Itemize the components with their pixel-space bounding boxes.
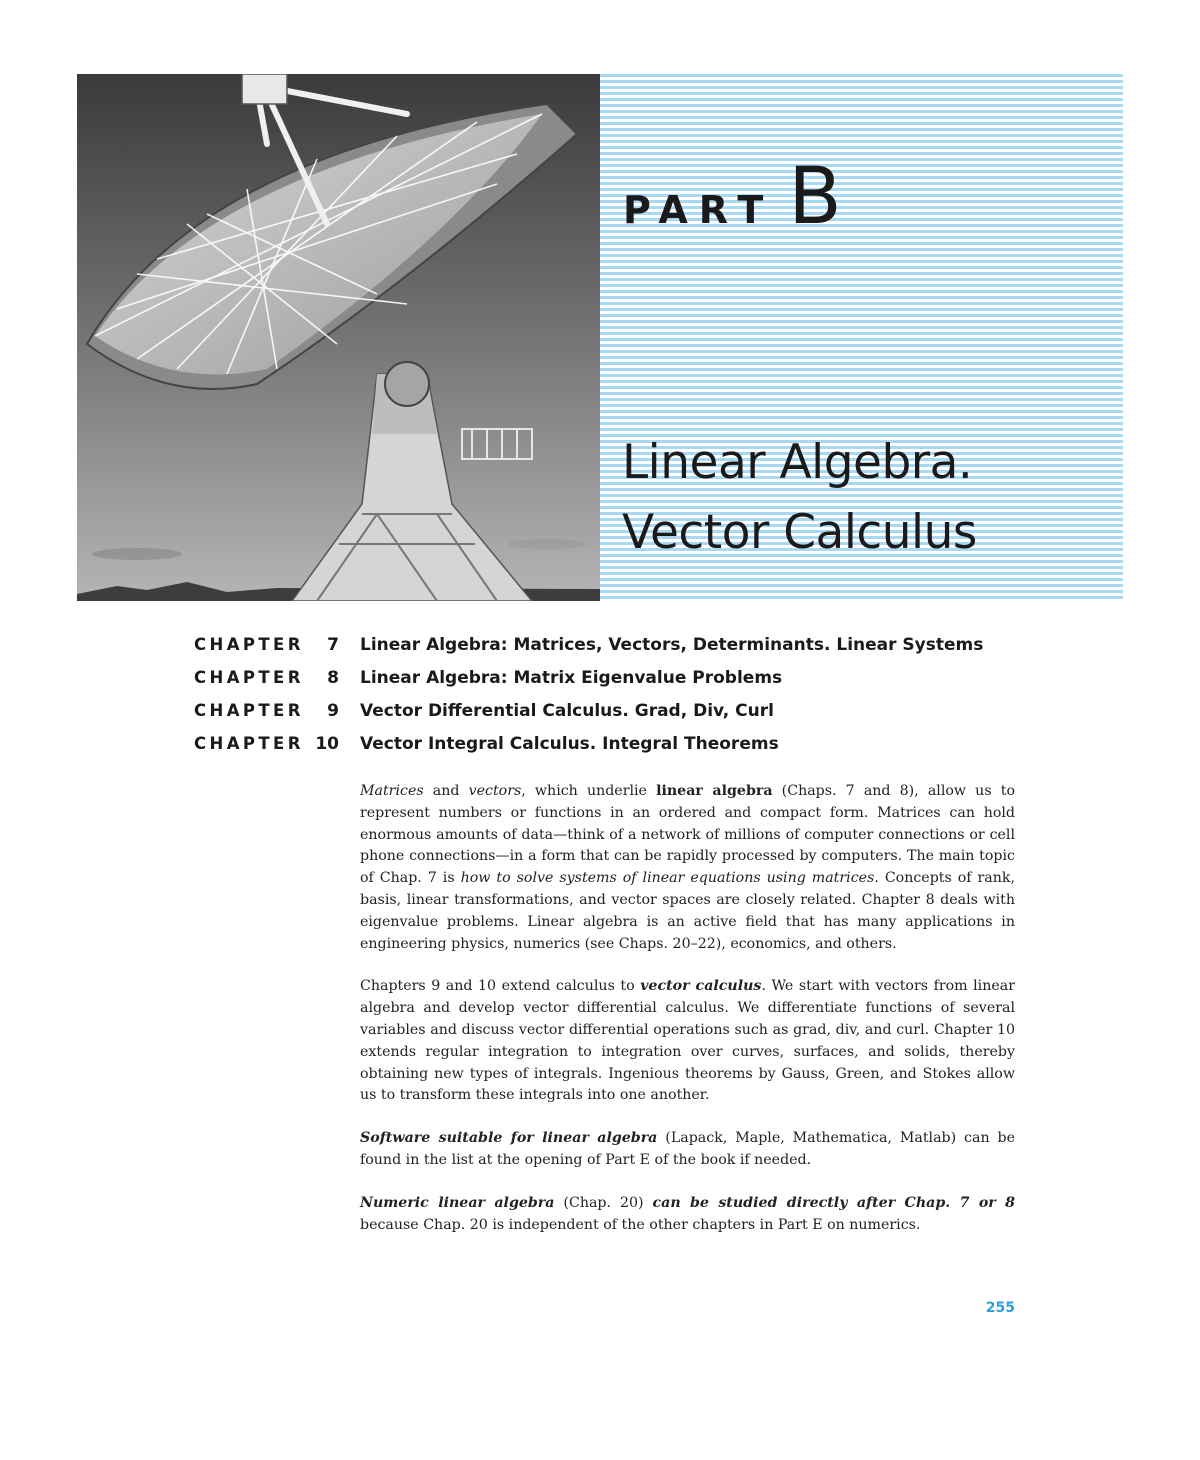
- chapter-row: [194, 668, 1054, 701]
- chapter-row: [194, 701, 1054, 734]
- text-run: (Lapack, Maple, Mathematica, Matlab) can be found in the list at the opening of Part E of the book if needed.: [360, 1130, 1015, 1168]
- term-vector-calculus: vector calculus: [640, 978, 762, 995]
- chapter-number: 8: [327, 668, 339, 688]
- radio-telescope-photo: [77, 74, 600, 601]
- text-run: (Chap. 20): [554, 1194, 653, 1211]
- chapter-list: [194, 635, 1054, 767]
- chapter-number: 9: [327, 701, 339, 721]
- chapter-row: [194, 635, 1054, 668]
- emphasis-study-order: can be studied directly after Chap. 7 or 8: [652, 1194, 1016, 1211]
- term-numeric-linear-algebra: Numeric linear algebra: [360, 1194, 555, 1211]
- text-run: . We start with vectors from linear algebra and develop vector differential calculus. We differentiate functions of several variables and discuss vector differential operations such as grad, div, and curl. Chapter 10 extends regular integration to integration over curves, surfaces, and solids, thereby obtaining new types of integrals. Ingenious theorems by Gauss, Green, and Stokes allow us to transform these integrals into one another.: [360, 978, 1015, 1104]
- term-linear-algebra: linear algebra: [656, 783, 773, 799]
- text-run: (Chaps. 7 and 8), allow us to represent numbers or functions in an ordered and compact form. Matrices can hold enormous amounts of data—think of a network of millions of computer connections or cell phone connections—in a form that can be rapidly processed by computers. The main topic of Chap. 7 is: [360, 783, 1015, 887]
- part-introduction: [360, 781, 1015, 1257]
- part-label: PART: [623, 188, 775, 232]
- part-title-line-1: Linear Algebra.: [622, 435, 973, 490]
- chapter-title: Linear Algebra: Matrices, Vectors, Determinants. Linear Systems: [360, 635, 984, 655]
- chapter-word: CHAPTER: [194, 635, 304, 654]
- chapter-number: 7: [327, 635, 339, 655]
- chapter-word: CHAPTER: [194, 668, 304, 687]
- part-heading: [623, 152, 842, 242]
- page-number: 255: [985, 1300, 1015, 1316]
- intro-paragraph-4: [360, 1193, 1015, 1237]
- text-run: and: [423, 783, 469, 799]
- text-run: , which underlie: [521, 783, 657, 799]
- chapter-word: CHAPTER: [194, 701, 304, 720]
- intro-paragraph-3: [360, 1128, 1015, 1172]
- chapter-title: Linear Algebra: Matrix Eigenvalue Problems: [360, 668, 783, 688]
- term-software: Software suitable for linear algebra: [360, 1130, 658, 1147]
- chapter-row: [194, 734, 1054, 767]
- text-run: . Concepts of rank, basis, linear transformations, and vector spaces are closely related. Chapter 8 deals with eigenvalue problems. Linear algebra is an active field that has many applications in engineering physics, numerics (see Chaps. 20–22), economics, and others.: [360, 870, 1015, 952]
- emphasis-main-topic: how to solve systems of linear equations using matrices: [460, 870, 875, 887]
- term-matrices: Matrices: [360, 783, 424, 799]
- chapter-title: Vector Differential Calculus. Grad, Div, Curl: [360, 701, 774, 721]
- part-letter: B: [788, 152, 842, 242]
- intro-paragraph-2: [360, 976, 1015, 1107]
- part-title: [622, 428, 977, 568]
- text-run: because Chap. 20 is independent of the other chapters in Part E on numerics.: [360, 1216, 921, 1233]
- chapter-number: 10: [315, 734, 339, 754]
- chapter-title: Vector Integral Calculus. Integral Theorems: [360, 734, 779, 754]
- chapter-word: CHAPTER: [194, 734, 304, 753]
- term-vectors: vectors: [468, 783, 522, 799]
- part-title-line-2: Vector Calculus: [622, 505, 977, 560]
- text-run: Chapters 9 and 10 extend calculus to: [360, 978, 641, 995]
- intro-paragraph-1: [360, 781, 1015, 955]
